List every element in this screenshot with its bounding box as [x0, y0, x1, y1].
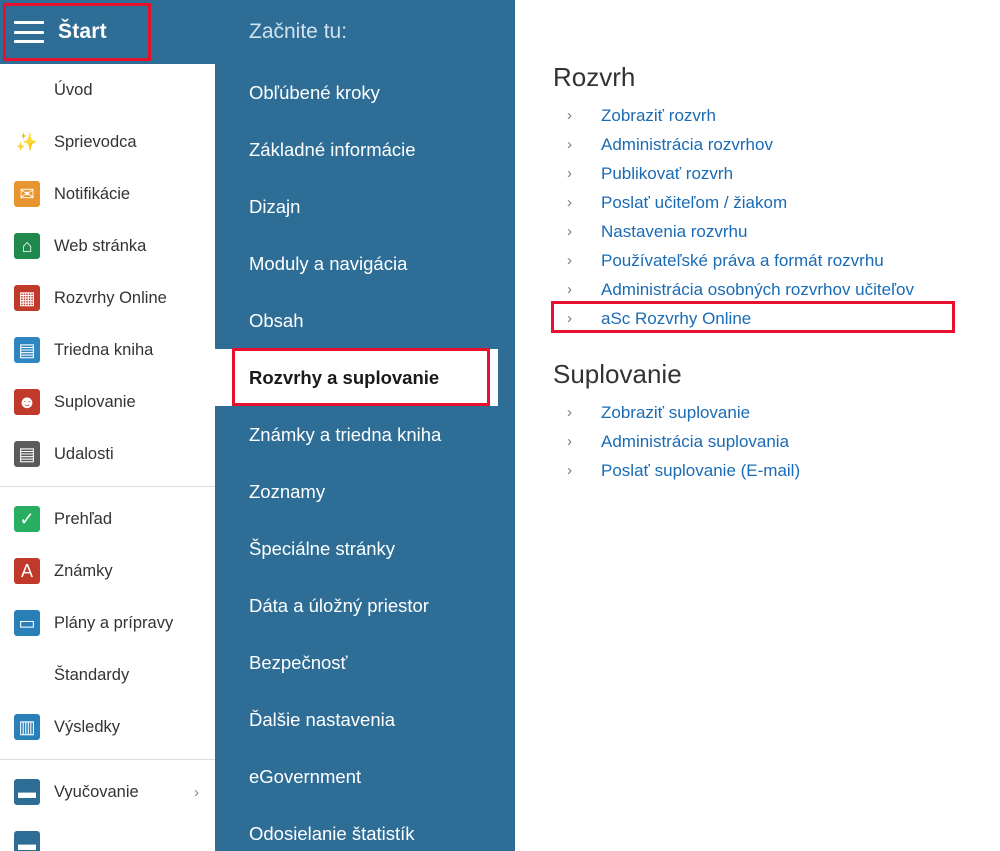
- hamburger-icon[interactable]: [14, 21, 44, 43]
- menu-item-obsah[interactable]: [215, 292, 515, 349]
- plan-icon: ▭: [14, 610, 40, 636]
- menu-item-label: Obľúbené kroky: [249, 81, 380, 103]
- sidebar-item-label: Výsledky: [54, 717, 121, 736]
- menu-item-egovernment[interactable]: [215, 748, 515, 805]
- link-administracia-osobnych-rozvrhov-ucitelov[interactable]: Administrácia osobných rozvrhov učiteľov: [601, 279, 914, 299]
- chevron-right-icon: ›: [567, 281, 572, 298]
- sidebar-item-uvod[interactable]: [0, 64, 215, 116]
- link-row[interactable]: [553, 246, 1000, 275]
- menu-item-rozvrhy-a-suplovanie[interactable]: [215, 349, 498, 406]
- link-zobrazit-rozvrh[interactable]: Zobraziť rozvrh: [601, 105, 717, 125]
- menu-item-label: eGovernment: [249, 765, 362, 787]
- teaching-icon: ▬: [14, 779, 40, 805]
- sidebar-item-notifikacie[interactable]: [0, 168, 215, 220]
- chevron-right-icon: ›: [567, 194, 572, 211]
- link-administracia-suplovania[interactable]: Administrácia suplovania: [601, 431, 790, 451]
- chevron-right-icon: ›: [567, 310, 572, 327]
- start-label: Štart: [58, 20, 107, 43]
- menu-item-zoznamy[interactable]: [215, 463, 515, 520]
- link-poslat-suplovanie-email[interactable]: Poslať suplovanie (E-mail): [601, 460, 801, 480]
- grade-circle-icon: A: [14, 558, 40, 584]
- menu-item-moduly-a-navigacia[interactable]: [215, 235, 515, 292]
- sidebar-item-znamky[interactable]: [0, 545, 215, 597]
- calendar-icon: ▤: [14, 441, 40, 467]
- link-row[interactable]: [553, 101, 1000, 130]
- sidebar-item-sprievodca[interactable]: [0, 116, 215, 168]
- menu-item-znamky-a-triedna-kniha[interactable]: [215, 406, 515, 463]
- section-title-suplovanie: Suplovanie: [553, 359, 682, 389]
- sidebar-divider: [0, 486, 215, 487]
- check-circle-icon: ✓: [14, 506, 40, 532]
- link-poslat-ucitelom-ziakom[interactable]: Poslať učiteľom / žiakom: [601, 192, 788, 212]
- sidebar-item-rozvrhy-online[interactable]: [0, 272, 215, 324]
- left-sidebar: [0, 0, 215, 851]
- sidebar-item-label: Sprievodca: [54, 132, 137, 151]
- menu-item-label: Zoznamy: [249, 480, 326, 502]
- chevron-right-icon: ›: [567, 433, 572, 450]
- menu-item-zakladne-informacie[interactable]: [215, 121, 515, 178]
- section-title-rozvrh: Rozvrh: [553, 62, 636, 92]
- menu-item-label: Moduly a navigácia: [249, 252, 408, 274]
- sidebar-item-label: Prehľad: [54, 509, 113, 528]
- link-row[interactable]: [553, 217, 1000, 246]
- menu-item-bezpecnost[interactable]: [215, 634, 515, 691]
- menu-item-odosielanie-statistik[interactable]: [215, 805, 515, 851]
- sidebar-divider: [0, 759, 215, 760]
- link-row[interactable]: [553, 427, 1000, 456]
- chevron-right-icon: ›: [567, 165, 572, 182]
- menu-item-oblubene-kroky[interactable]: [215, 64, 515, 121]
- star-icon: ★: [18, 80, 36, 100]
- link-list-suplovanie: [553, 398, 1000, 485]
- sidebar-item-label: Plány a prípravy: [54, 613, 174, 632]
- menu-item-label: Dáta a úložný priestor: [249, 594, 429, 616]
- sidebar-item-label: Notifikácie: [54, 184, 131, 203]
- sidebar-item-label: Web stránka: [54, 236, 147, 255]
- sidebar-item-label: Štandardy: [54, 665, 130, 684]
- sidebar-item-label: Vyučovanie: [54, 782, 139, 801]
- sidebar-item-vysledky[interactable]: [0, 701, 215, 753]
- sidebar-item-web-stranka[interactable]: [0, 220, 215, 272]
- sidebar-item-label: Známky: [54, 561, 113, 580]
- sidebar-item-label: Suplovanie: [54, 392, 136, 411]
- link-row[interactable]: [553, 188, 1000, 217]
- start-menu-list: [215, 64, 515, 851]
- menu-item-label: Špeciálne stránky: [249, 537, 396, 559]
- link-row[interactable]: [553, 275, 1000, 304]
- sidebar-item-next[interactable]: [0, 818, 215, 851]
- link-list-rozvrh: [553, 101, 1000, 333]
- mail-icon: ✉: [14, 181, 40, 207]
- sidebar-item-label: Udalosti: [54, 444, 114, 463]
- link-nastavenia-rozvrhu[interactable]: Nastavenia rozvrhu: [601, 221, 748, 241]
- link-row[interactable]: [553, 398, 1000, 427]
- menu-item-label: Dizajn: [249, 195, 301, 217]
- book-icon: ▤: [14, 337, 40, 363]
- start-panel-title: Začnite tu:: [249, 20, 348, 43]
- link-row[interactable]: [553, 456, 1000, 485]
- chevron-right-icon: ›: [567, 136, 572, 153]
- menu-item-label: Základné informácie: [249, 138, 416, 160]
- home-icon: ⌂: [14, 233, 40, 259]
- sidebar-item-suplovanie[interactable]: [0, 376, 215, 428]
- sidebar-item-prehlad[interactable]: [0, 493, 215, 545]
- grid-icon: ▦: [14, 285, 40, 311]
- sidebar-item-plany-a-pripravy[interactable]: [0, 597, 215, 649]
- sidebar-item-label: Triedna kniha: [54, 340, 154, 359]
- chevron-right-icon: ›: [567, 462, 572, 479]
- sidebar-item-vyucovanie[interactable]: [0, 766, 215, 818]
- link-row[interactable]: [553, 159, 1000, 188]
- content-panel: [515, 0, 1000, 851]
- menu-item-specialne-stranky[interactable]: [215, 520, 515, 577]
- sidebar-item-udalosti[interactable]: [0, 428, 215, 480]
- sidebar-item-label: Úvod: [54, 80, 93, 99]
- module-icon: ▬: [14, 831, 40, 851]
- wand-icon: ✨: [15, 132, 39, 152]
- chevron-right-icon: ›: [567, 252, 572, 269]
- link-asc-rozvrhy-online[interactable]: aSc Rozvrhy Online: [601, 308, 752, 328]
- menu-item-dizajn[interactable]: [215, 178, 515, 235]
- link-row[interactable]: [553, 130, 1000, 159]
- menu-item-label: Bezpečnosť: [249, 651, 348, 673]
- sidebar-item-standardy[interactable]: [0, 649, 215, 701]
- start-menu-button[interactable]: [0, 0, 215, 64]
- start-menu-panel: [215, 0, 515, 851]
- sidebar-item-triedna-kniha[interactable]: [0, 324, 215, 376]
- link-row[interactable]: [553, 304, 1000, 333]
- link-publikovat-rozvrh[interactable]: Publikovať rozvrh: [601, 163, 734, 183]
- shield-icon: ⛨: [20, 665, 34, 685]
- person-icon: ☻: [14, 389, 40, 415]
- chevron-right-icon: ›: [567, 107, 572, 124]
- menu-item-data-a-ulozny-priestor[interactable]: [215, 577, 515, 634]
- menu-item-label: Odosielanie štatistík: [249, 822, 415, 844]
- menu-item-label: Známky a triedna kniha: [249, 423, 442, 445]
- sidebar-item-list: [0, 64, 215, 851]
- link-pouzivatelske-prava-a-format-rozvrhu[interactable]: Používateľské práva a formát rozvrhu: [601, 250, 884, 270]
- chevron-right-icon: ›: [194, 783, 199, 801]
- bar-chart-icon: ▥: [14, 714, 40, 740]
- menu-item-label: Ďalšie nastavenia: [249, 708, 396, 730]
- sidebar-item-label: Rozvrhy Online: [54, 288, 167, 307]
- chevron-right-icon: ›: [567, 404, 572, 421]
- chevron-right-icon: ›: [567, 223, 572, 240]
- menu-item-label: Rozvrhy a suplovanie: [249, 366, 440, 388]
- menu-item-dalsie-nastavenia[interactable]: [215, 691, 515, 748]
- menu-item-label: Obsah: [249, 309, 304, 331]
- link-zobrazit-suplovanie[interactable]: Zobraziť suplovanie: [601, 402, 751, 422]
- link-administracia-rozvrhov[interactable]: Administrácia rozvrhov: [601, 134, 773, 154]
